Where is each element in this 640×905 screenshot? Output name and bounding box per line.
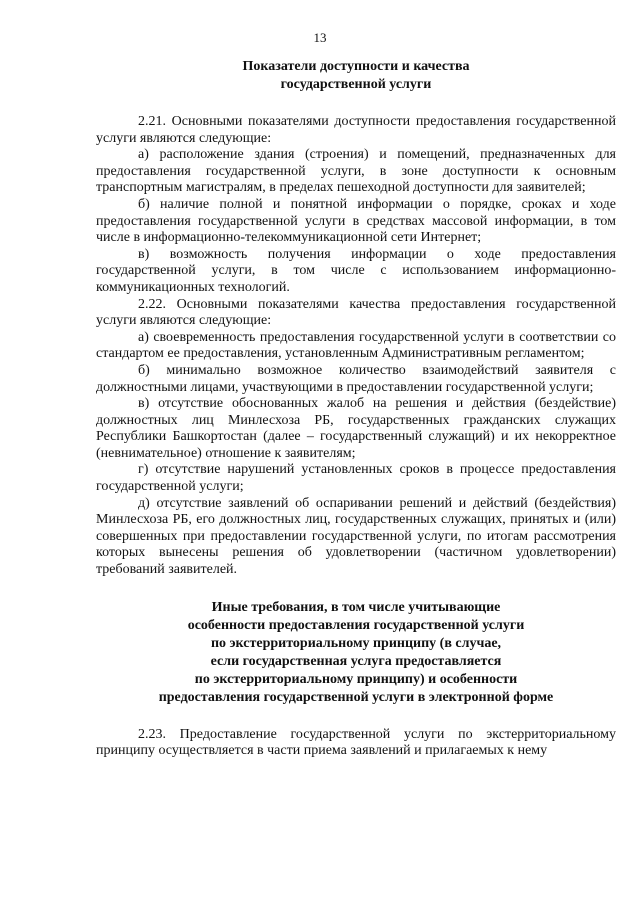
paragraph-2-21: 2.21. Основными показателями доступности предоставления государственной услуги являются следующие: — [96, 114, 616, 146]
section-heading-other-requirements — [96, 599, 616, 707]
paragraph-2-22-v: в) отсутствие обоснованных жалоб на решения и действия (бездействие) должностных лиц Минлесхоза РБ, государственных гражданских служащих Республики Башкортостан (далее – государственный служащий) и их некорректное (невнимательное) отношение к заявителям; — [96, 396, 616, 461]
heading-line: государственной услуги — [280, 77, 432, 92]
paragraph-2-22: 2.22. Основными показателями качества предоставления государственной услуги являются следующие: — [96, 296, 616, 329]
heading-line: по экстерриториальному принципу (в случае, — [210, 635, 502, 651]
paragraph-2-22-a: а) своевременность предоставления государственной услуги в соответствии со стандартом ее предоставления, установленным Административным регламентом; — [96, 329, 616, 362]
page-number: 13 — [313, 30, 327, 45]
paragraph-2-22-b: б) минимально возможное количество взаимодействий заявителя с должностными лицами, участвующими в предоставлении государственной услуги; — [96, 362, 616, 395]
heading-line: Иные требования, в том числе учитывающие — [211, 599, 501, 615]
paragraph-2-21-b: б) наличие полной и понятной информации о порядке, сроках и ходе предоставления государственной услуги в средствах массовой информации, в том числе в информационно-телекоммуникационной сети Интернет; — [96, 196, 616, 246]
paragraph-2-22-g: г) отсутствие нарушений установленных сроков в процессе предоставления государственной услуги; — [96, 462, 616, 495]
heading-line: если государственная услуга предоставляется — [210, 653, 502, 669]
heading-line: Показатели доступности и качества — [242, 59, 470, 74]
page-content — [96, 58, 616, 760]
paragraph-2-22-d: д) отсутствие заявлений об оспаривании решений и действий (бездействия) Минлесхоза РБ, его должностных лиц, государственных служащих, принятых и (или) совершенных при предоставлении государственной услуги, по итогам рассмотрения которых вынесены решения об удовлетворении (частичном удовлетворении) требований заявителей. — [96, 495, 616, 578]
heading-line: по экстерриториальному принципу) и особенности — [194, 671, 518, 687]
paragraph-2-21-v: в) возможность получения информации о ходе предоставления государственной услуги, в том числе с использованием информационно-коммуникационных технологий. — [96, 246, 616, 295]
heading-line: предоставления государственной услуги в электронной форме — [158, 689, 554, 705]
heading-line: особенности предоставления государственной услуги — [187, 617, 525, 633]
paragraph-2-23: 2.23. Предоставление государственной услуги по экстерриториальному принципу осуществляется в части приема заявлений и прилагаемых к нему — [96, 726, 616, 759]
paragraph-2-21-a: а) расположение здания (строения) и помещений, предназначенных для предоставления государственной услуги, в зоне доступности к основным транспортным магистралям, в пределах пешеходной доступности для заявителей; — [96, 147, 616, 196]
section-heading-availability-quality — [96, 58, 616, 94]
